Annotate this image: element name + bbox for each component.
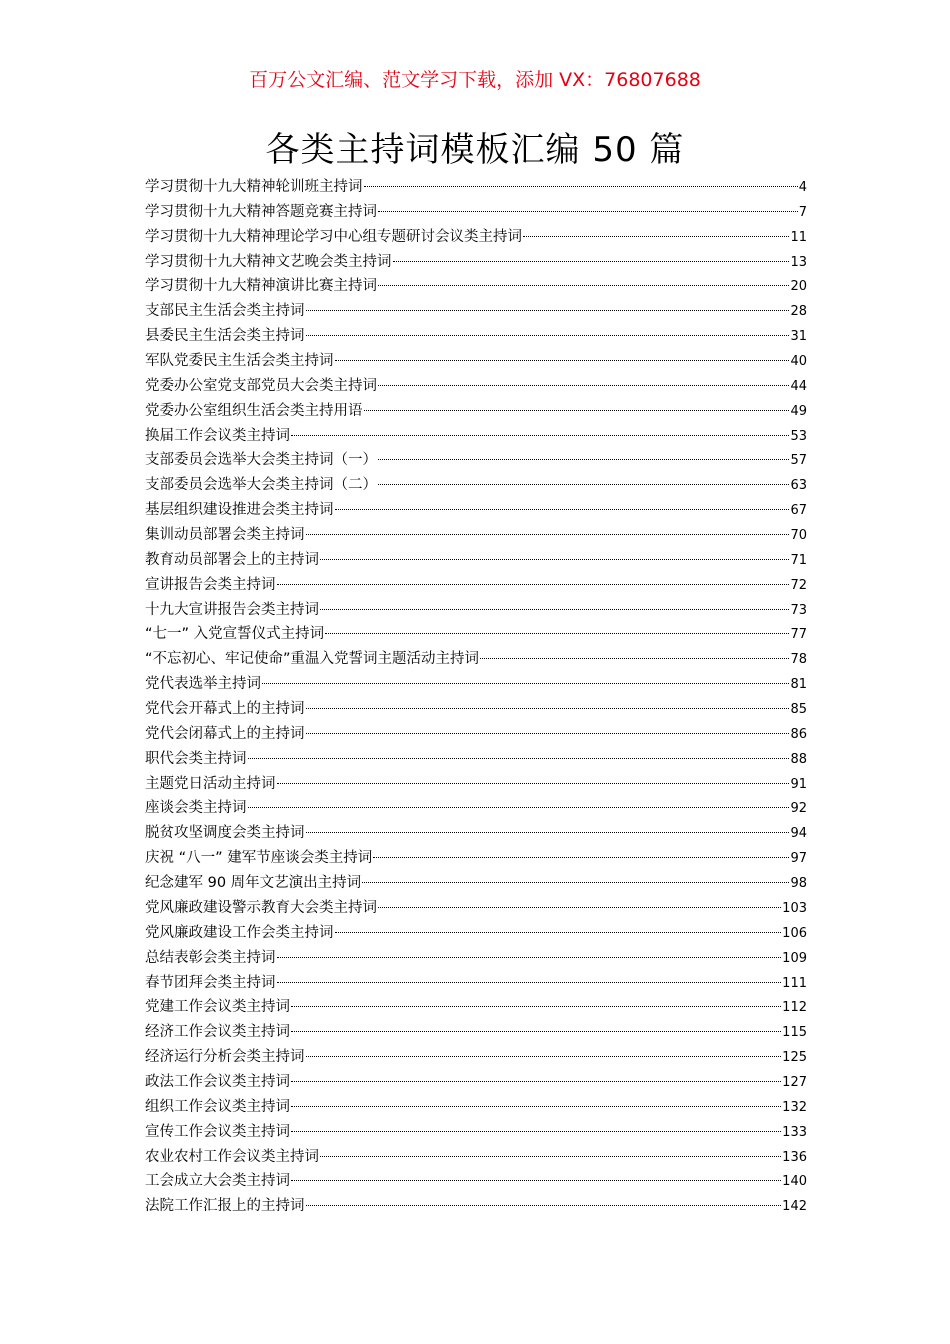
- toc-entry[interactable]: [145, 200, 807, 225]
- toc-entry[interactable]: [145, 598, 807, 623]
- toc-entry-page-number: 13: [790, 254, 807, 270]
- toc-entry[interactable]: [145, 921, 807, 946]
- table-of-contents: [145, 175, 807, 1219]
- toc-entry-page-number: 78: [790, 652, 807, 668]
- toc-dot-leader: [320, 608, 789, 610]
- toc-entry-page-number: 125: [782, 1050, 807, 1066]
- toc-entry[interactable]: [145, 250, 807, 275]
- toc-entry-title: 十九大宣讲报告会类主持词: [145, 601, 319, 618]
- toc-entry[interactable]: [145, 523, 807, 548]
- toc-entry-page-number: 94: [790, 826, 807, 842]
- toc-entry-page-number: 49: [790, 403, 807, 419]
- toc-entry[interactable]: [145, 225, 807, 250]
- toc-entry[interactable]: [145, 548, 807, 573]
- toc-entry-page-number: 85: [790, 702, 807, 718]
- toc-entry[interactable]: [145, 946, 807, 971]
- toc-entry[interactable]: [145, 622, 807, 647]
- toc-dot-leader: [364, 185, 798, 187]
- toc-entry[interactable]: [145, 1045, 807, 1070]
- toc-dot-leader: [320, 1155, 781, 1157]
- toc-dot-leader: [373, 856, 789, 858]
- toc-entry-page-number: 106: [782, 925, 807, 941]
- toc-entry-page-number: 115: [782, 1025, 807, 1041]
- toc-dot-leader: [291, 1130, 781, 1132]
- toc-entry-page-number: 98: [790, 876, 807, 892]
- toc-entry-page-number: 127: [782, 1074, 807, 1090]
- toc-entry[interactable]: [145, 1194, 807, 1219]
- toc-entry-title: 县委民主生活会类主持词: [145, 328, 305, 345]
- toc-entry[interactable]: [145, 821, 807, 846]
- toc-entry-title: 法院工作汇报上的主持词: [145, 1198, 305, 1215]
- document-title: 各类主持词模板汇编 50 篇: [265, 130, 685, 170]
- toc-entry-title: 学习贯彻十九大精神文艺晚会类主持词: [145, 253, 392, 270]
- toc-entry-title: 学习贯彻十九大精神演讲比赛主持词: [145, 278, 377, 295]
- toc-entry[interactable]: [145, 349, 807, 374]
- toc-entry-title: 党代会闭幕式上的主持词: [145, 725, 305, 742]
- toc-entry-title: 政法工作会议类主持词: [145, 1073, 290, 1090]
- toc-entry[interactable]: [145, 672, 807, 697]
- toc-dot-leader: [378, 384, 789, 386]
- toc-entry-title: 党代会开幕式上的主持词: [145, 701, 305, 718]
- promo-banner: 百万公文汇编、范文学习下载，添加 VX：76807688: [249, 69, 701, 91]
- toc-entry-title: 座谈会类主持词: [145, 800, 247, 817]
- toc-entry-title: 脱贫攻坚调度会类主持词: [145, 825, 305, 842]
- toc-entry-title: 基层组织建设推进会类主持词: [145, 502, 334, 519]
- toc-dot-leader: [320, 558, 789, 560]
- toc-entry[interactable]: [145, 647, 807, 672]
- toc-entry-title: 经济运行分析会类主持词: [145, 1049, 305, 1066]
- toc-entry-page-number: 73: [790, 602, 807, 618]
- toc-dot-leader: [291, 1179, 781, 1181]
- toc-entry-page-number: 88: [790, 751, 807, 767]
- toc-entry-title: “七一” 入党宣誓仪式主持词: [145, 626, 325, 643]
- toc-entry[interactable]: [145, 1145, 807, 1170]
- toc-dot-leader: [306, 707, 790, 709]
- toc-entry[interactable]: [145, 324, 807, 349]
- toc-entry-page-number: 112: [782, 1000, 807, 1016]
- toc-entry[interactable]: [145, 971, 807, 996]
- toc-entry-title: 学习贯彻十九大精神轮训班主持词: [145, 179, 363, 195]
- toc-entry[interactable]: [145, 424, 807, 449]
- toc-entry-page-number: 71: [790, 552, 807, 568]
- toc-entry-title: 组织工作会议类主持词: [145, 1098, 290, 1115]
- toc-dot-leader: [393, 260, 790, 262]
- toc-entry-title: 党委办公室组织生活会类主持用语: [145, 402, 363, 419]
- toc-entry-title: 总结表彰会类主持词: [145, 949, 276, 966]
- toc-dot-leader: [364, 409, 790, 411]
- toc-entry[interactable]: [145, 448, 807, 473]
- toc-dot-leader: [262, 682, 789, 684]
- toc-entry-title: 集训动员部署会类主持词: [145, 527, 305, 544]
- toc-entry-page-number: 4: [798, 180, 807, 195]
- toc-dot-leader: [306, 831, 790, 833]
- toc-entry-title: 支部委员会选举大会类主持词（一）: [145, 452, 377, 469]
- toc-entry-page-number: 63: [790, 478, 807, 494]
- toc-dot-leader: [277, 583, 790, 585]
- toc-dot-leader: [306, 334, 790, 336]
- toc-entry[interactable]: [145, 896, 807, 921]
- toc-entry-title: 职代会类主持词: [145, 750, 247, 767]
- toc-entry-page-number: 142: [782, 1199, 807, 1215]
- toc-entry-page-number: 81: [790, 677, 807, 693]
- toc-entry-page-number: 136: [782, 1149, 807, 1165]
- toc-entry-page-number: 40: [790, 354, 807, 370]
- toc-dot-leader: [378, 284, 789, 286]
- toc-entry[interactable]: [145, 1070, 807, 1095]
- toc-entry-title: 宣传工作会议类主持词: [145, 1123, 290, 1140]
- toc-entry-title: 党委办公室党支部党员大会类主持词: [145, 377, 377, 394]
- toc-dot-leader: [248, 806, 790, 808]
- toc-entry[interactable]: [145, 846, 807, 871]
- toc-entry-title: 军队党委民主生活会类主持词: [145, 353, 334, 370]
- toc-entry[interactable]: [145, 374, 807, 399]
- toc-dot-leader: [362, 881, 789, 883]
- toc-entry-page-number: 31: [790, 329, 807, 345]
- toc-entry-title: 主题党日活动主持词: [145, 775, 276, 792]
- toc-dot-leader: [306, 309, 790, 311]
- toc-entry-page-number: 92: [790, 801, 807, 817]
- toc-dot-leader: [291, 1080, 781, 1082]
- toc-dot-leader: [325, 632, 789, 634]
- toc-entry-page-number: 133: [782, 1124, 807, 1140]
- toc-dot-leader: [277, 956, 782, 958]
- toc-entry-page-number: 11: [790, 229, 807, 245]
- toc-entry-page-number: 72: [790, 577, 807, 593]
- toc-entry[interactable]: [145, 1095, 807, 1120]
- toc-dot-leader: [306, 533, 790, 535]
- toc-dot-leader: [335, 931, 782, 933]
- toc-entry[interactable]: [145, 722, 807, 747]
- toc-dot-leader: [277, 782, 790, 784]
- toc-dot-leader: [335, 359, 790, 361]
- toc-entry[interactable]: [145, 473, 807, 498]
- toc-entry-page-number: 103: [782, 900, 807, 916]
- toc-entry[interactable]: [145, 747, 807, 772]
- toc-dot-leader: [306, 732, 790, 734]
- toc-entry[interactable]: [145, 1120, 807, 1145]
- toc-entry-page-number: 70: [790, 528, 807, 544]
- toc-dot-leader: [291, 1030, 781, 1032]
- toc-entry-title: 支部委员会选举大会类主持词（二）: [145, 477, 377, 494]
- toc-dot-leader: [277, 981, 782, 983]
- toc-entry-page-number: 77: [790, 627, 807, 643]
- toc-entry-page-number: 97: [790, 851, 807, 867]
- toc-entry[interactable]: [145, 772, 807, 797]
- toc-dot-leader: [378, 210, 798, 212]
- toc-entry[interactable]: [145, 697, 807, 722]
- toc-entry[interactable]: [145, 399, 807, 424]
- toc-dot-leader: [335, 508, 790, 510]
- toc-entry-page-number: 20: [790, 279, 807, 295]
- toc-entry-page-number: 28: [790, 304, 807, 320]
- toc-dot-leader: [248, 757, 790, 759]
- toc-entry-title: 党建工作会议类主持词: [145, 999, 290, 1016]
- toc-entry[interactable]: [145, 871, 807, 896]
- toc-dot-leader: [523, 235, 789, 237]
- toc-entry-page-number: 86: [790, 726, 807, 742]
- toc-entry-page-number: 109: [782, 950, 807, 966]
- toc-dot-leader: [306, 1204, 782, 1206]
- toc-entry-title: 庆祝 “八一” 建军节座谈会类主持词: [145, 850, 373, 867]
- toc-entry[interactable]: [145, 498, 807, 523]
- toc-entry-title: 学习贯彻十九大精神理论学习中心组专题研讨会议类主持词: [145, 228, 522, 245]
- toc-entry[interactable]: [145, 1020, 807, 1045]
- toc-entry-page-number: 140: [782, 1174, 807, 1190]
- toc-entry[interactable]: [145, 175, 807, 200]
- toc-entry-page-number: 57: [790, 453, 807, 469]
- toc-entry-title: “不忘初心、牢记使命”重温入党誓词主题活动主持词: [145, 651, 480, 668]
- toc-entry-title: 农业农村工作会议类主持词: [145, 1148, 319, 1165]
- toc-dot-leader: [291, 1005, 781, 1007]
- toc-entry-title: 工会成立大会类主持词: [145, 1173, 290, 1190]
- toc-entry-title: 党风廉政建设工作会类主持词: [145, 924, 334, 941]
- toc-entry-page-number: 53: [790, 428, 807, 444]
- toc-dot-leader: [480, 657, 789, 659]
- toc-entry-page-number: 44: [790, 378, 807, 394]
- toc-dot-leader: [291, 1105, 781, 1107]
- toc-dot-leader: [378, 458, 789, 460]
- toc-entry-title: 经济工作会议类主持词: [145, 1024, 290, 1041]
- toc-entry-title: 党代表选举主持词: [145, 676, 261, 693]
- toc-entry-page-number: 132: [782, 1099, 807, 1115]
- toc-entry-title: 教育动员部署会上的主持词: [145, 551, 319, 568]
- toc-entry-title: 宣讲报告会类主持词: [145, 576, 276, 593]
- toc-entry-page-number: 67: [790, 503, 807, 519]
- toc-entry[interactable]: [145, 796, 807, 821]
- toc-entry-title: 春节团拜会类主持词: [145, 974, 276, 991]
- toc-entry-title: 支部民主生活会类主持词: [145, 303, 305, 320]
- toc-entry-title: 换届工作会议类主持词: [145, 427, 290, 444]
- toc-dot-leader: [378, 483, 789, 485]
- toc-entry-title: 纪念建军 90 周年文艺演出主持词: [145, 875, 362, 892]
- toc-entry-title: 学习贯彻十九大精神答题竞赛主持词: [145, 203, 377, 220]
- toc-entry-page-number: 7: [798, 204, 807, 220]
- toc-entry-title: 党风廉政建设警示教育大会类主持词: [145, 899, 377, 916]
- toc-dot-leader: [306, 1055, 782, 1057]
- toc-dot-leader: [291, 434, 789, 436]
- toc-entry[interactable]: [145, 299, 807, 324]
- toc-entry[interactable]: [145, 274, 807, 299]
- toc-entry-page-number: 111: [782, 975, 807, 991]
- toc-entry[interactable]: [145, 995, 807, 1020]
- toc-entry[interactable]: [145, 1169, 807, 1194]
- toc-entry-page-number: 91: [790, 776, 807, 792]
- toc-entry[interactable]: [145, 573, 807, 598]
- toc-dot-leader: [378, 906, 781, 908]
